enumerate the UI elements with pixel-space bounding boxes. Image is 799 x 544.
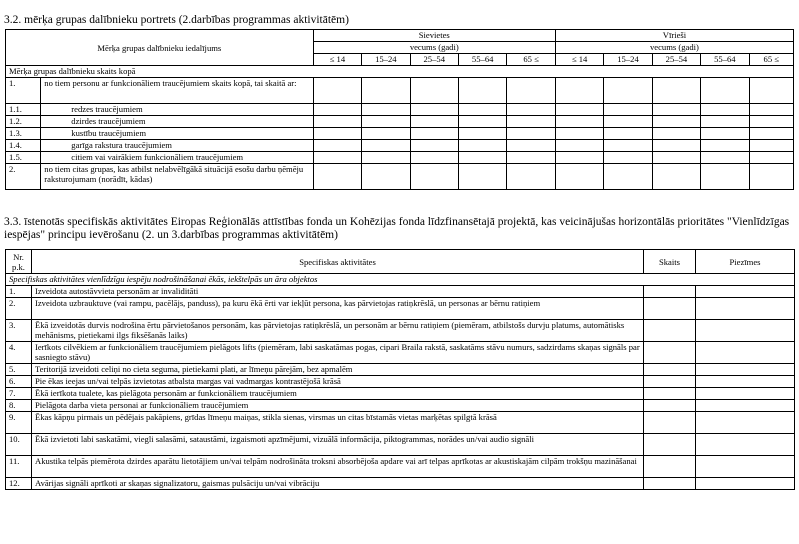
- row-number: 9.: [6, 412, 32, 434]
- row-label: citiem vai vairākiem funkcionāliem traucējumiem: [41, 152, 313, 164]
- table-row: [6, 152, 794, 164]
- row-number: 3.: [6, 320, 32, 342]
- row-number: 4.: [6, 342, 32, 364]
- group-column-header: Mērķa grupas dalībnieku iedalījums: [6, 30, 314, 66]
- row-number: 11.: [6, 456, 32, 478]
- row-number: 10.: [6, 434, 32, 456]
- age-col: 55–64: [701, 54, 749, 66]
- age-col: 25–54: [410, 54, 458, 66]
- row-number: 1.5.: [6, 152, 41, 164]
- row-label: Ēkas kāpņu pirmais un pēdējais pakāpiens, grīdas līmeņu maiņas, stikla sienas, virsmas un citas bīstamās vietas marķētas spilgtā krāsā: [32, 412, 644, 434]
- age-col: 15–24: [362, 54, 410, 66]
- row-number: 5.: [6, 364, 32, 376]
- table-row: [6, 412, 795, 434]
- notes-column-header: Piezīmes: [696, 250, 795, 274]
- row-number: 2.: [6, 164, 41, 190]
- row-number: 1.: [6, 286, 32, 298]
- row-label: Akustika telpās piemērota dzirdes aparātu lietotājiem un/vai telpām nodrošināta troksni absorbējoša apdare vai arī telpas aprīkotas ar akustiskajām cilpām trokšņu mazināšanai: [32, 456, 644, 478]
- row-label: Ēkā ierīkota tualete, kas pielāgota personām ar funkcionāliem traucējumiem: [32, 388, 644, 400]
- row-number: 8.: [6, 400, 32, 412]
- table-row: [6, 478, 795, 490]
- section-3-2-title: 3.2. mērķa grupas dalībnieku portrets (2.darbības programmas aktivitātēm): [4, 14, 349, 26]
- table-row: [6, 104, 794, 116]
- table-row: [6, 456, 795, 478]
- table-row: [6, 128, 794, 140]
- table-row: [6, 116, 794, 128]
- row-label: Ēkā izvietoti labi saskatāmi, viegli salasāmi, sataustāmi, izgaismoti apzīmējumi, vizuālā informācija, piktogrammas, norādes un/vai audio signāli: [32, 434, 644, 456]
- table-row: [6, 434, 795, 456]
- row-label: Avārijas signāli aprīkoti ar skaņas signalizatoru, gaismas pulsāciju un/vai vibrāciju: [32, 478, 644, 490]
- table-row: [6, 376, 795, 388]
- table-row: [6, 298, 795, 320]
- row-number: 7.: [6, 388, 32, 400]
- nr-column-header: Nr. p.k.: [6, 250, 32, 274]
- row-label: redzes traucējumiem: [41, 104, 313, 116]
- age-col: 15–24: [604, 54, 652, 66]
- age-col: 55–64: [458, 54, 506, 66]
- row-number: 2.: [6, 298, 32, 320]
- row-label: Izveidota autostāvvieta personām ar invaliditāti: [32, 286, 644, 298]
- row-label: no tiem personu ar funkcionāliem traucējumiem skaits kopā, tai skaitā ar:: [41, 78, 313, 104]
- row-label: Ierīkots cilvēkiem ar funkcionāliem traucējumiem pielāgots lifts (piemēram, labi saskatāmas pogas, cipari Braila rakstā, saskatāms stāvu numurs, sadzirdams skaņas signāls par sasniegto stāvu): [32, 342, 644, 364]
- activities-table: [5, 249, 795, 490]
- row-number: 1.: [6, 78, 41, 104]
- row-number: 1.1.: [6, 104, 41, 116]
- table-row: [6, 164, 794, 190]
- count-column-header: Skaits: [644, 250, 696, 274]
- activities-column-header: Specifiskas aktivitātes: [32, 250, 644, 274]
- row-number: 6.: [6, 376, 32, 388]
- table-row: [6, 286, 795, 298]
- age-col: 65 ≤: [749, 54, 793, 66]
- row-number: 1.3.: [6, 128, 41, 140]
- men-age-label: vecums (gadi): [555, 42, 793, 54]
- table-row: [6, 400, 795, 412]
- row-label: Ēkā izveidotās durvis nodrošina ērtu pārvietošanos personām, kas pārvietojas ratiņkrēslā, un personām ar bērnu ratiņiem (piemēram, atbilstošs durvju platums, automātisks mehānisms, pietiekami ilgs fiksēšanās laiks): [32, 320, 644, 342]
- row-number: 1.4.: [6, 140, 41, 152]
- row-number: 1.2.: [6, 116, 41, 128]
- row-number: 12.: [6, 478, 32, 490]
- men-header: Vīrieši: [555, 30, 793, 42]
- age-col: 25–54: [652, 54, 700, 66]
- row-label: Pie ēkas ieejas un/vai telpās izvietotas atbalsta margas vai vadmargas kontrastējošā krāsā: [32, 376, 644, 388]
- row-label: Pielāgota darba vieta personai ar funkcionāliem traucējumiem: [32, 400, 644, 412]
- row-label: no tiem citas grupas, kas atbilst nelabvēlīgākā situācijā esošu darbu ņēmēju raksturojumam (norādīt, kādas): [41, 164, 313, 190]
- row-label: Teritorijā izveidoti celiņi no cieta seguma, pietiekami plati, ar līmeņu pārejām, bez apmalēm: [32, 364, 644, 376]
- table-row: [6, 364, 795, 376]
- table-row: [6, 388, 795, 400]
- row-label: kustību traucējumiem: [41, 128, 313, 140]
- women-age-label: vecums (gadi): [313, 42, 555, 54]
- table-row: [6, 78, 794, 104]
- target-group-table: [5, 29, 794, 190]
- table-row: [6, 320, 795, 342]
- total-row: Mērķa grupas dalībnieku skaits kopā: [6, 66, 794, 78]
- row-label: garīga rakstura traucējumiem: [41, 140, 313, 152]
- age-col: ≤ 14: [555, 54, 603, 66]
- row-label: Izveidota uzbrauktuve (vai rampu, pacēlājs, panduss), pa kuru ēkā ērti var iekļūt persona, kas pārvietojas ratiņkrēslā, un personas ar bērnu ratiņiem: [32, 298, 644, 320]
- row-label: dzirdes traucējumiem: [41, 116, 313, 128]
- section-3-3-title: 3.3. īstenotās specifiskās aktivitātes Eiropas Reģionālās attīstības fonda un Kohēzijas fonda līdzfinansētajā projektā, kas veicinājušas horizontālās prioritātes "Vienlīdzīgas iespējas" principu ievērošanu (2. un 3.darbības programmas aktivitātēm): [4, 216, 790, 241]
- table-row: [6, 342, 795, 364]
- age-col: ≤ 14: [313, 54, 361, 66]
- women-header: Sievietes: [313, 30, 555, 42]
- table-row: [6, 140, 794, 152]
- age-col: 65 ≤: [507, 54, 555, 66]
- subheader-row: Specifiskas aktivitātes vienlīdzīgu iespēju nodrošināšanai ēkās, iekštelpās un āra objektos: [6, 274, 795, 286]
